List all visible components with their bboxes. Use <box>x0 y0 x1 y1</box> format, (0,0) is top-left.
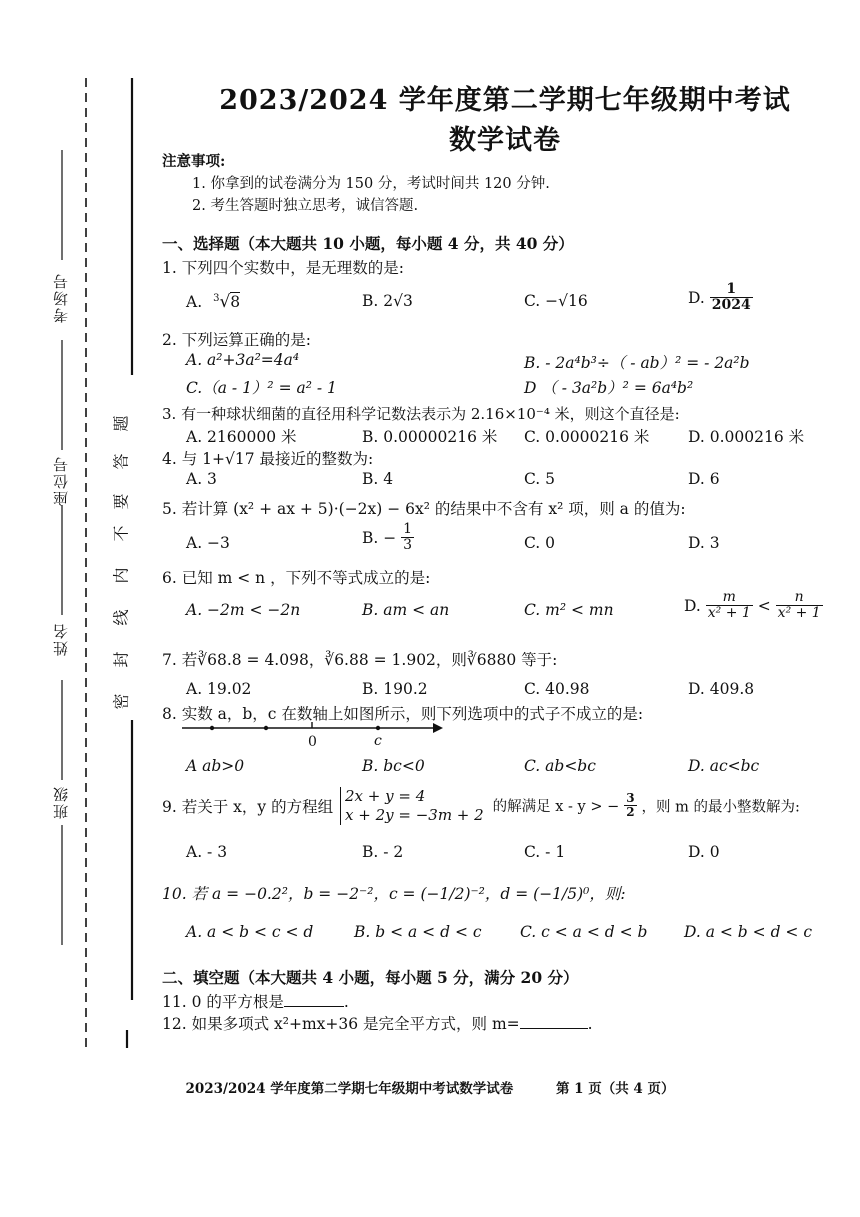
q1-option-d: D. $\frac{1}{2024}$ <box>688 281 751 314</box>
q3-option-a: A. 2160000 米 <box>186 428 297 446</box>
q2-option-b: B. - 2a⁴b³÷（ - ab）² = - 2a²b <box>524 354 750 372</box>
q3-option-b: B. 0.00000216 米 <box>362 428 498 446</box>
field-label-class: 班级 <box>52 785 70 819</box>
q6-option-a: A. −2m < −2n <box>186 601 301 619</box>
question-10: 10. 若 a = −0.2²，b = −2⁻²，c = (−1/2)⁻²，d = (−1/5)⁰，则: <box>162 885 626 903</box>
q4-option-d: D. 6 <box>688 470 720 488</box>
q5-option-a: A. −3 <box>186 534 230 552</box>
q8-option-b: B. bc<0 <box>362 757 425 775</box>
number-line-c: c <box>374 733 382 749</box>
q5-option-d: D. 3 <box>688 534 720 552</box>
q5-option-b: B. − $\frac{1}{3}$ <box>362 521 413 554</box>
seal-char: 题 <box>111 415 131 432</box>
notice-item: 2. 考生答题时独立思考，诚信答题. <box>192 198 419 214</box>
q1-option-a: A. $^3$√8 <box>186 292 241 312</box>
q2-option-c: C.（a - 1）² = a² - 1 <box>186 379 337 397</box>
seal-char: 答 <box>111 453 131 470</box>
q8-option-d: D. ac<bc <box>688 757 760 775</box>
q6-option-d: D. $\frac{m}{\text{x² + 1}}$ < $\frac{n}{\text{x² + 1}}$ <box>684 589 821 622</box>
q4-option-b: B. 4 <box>362 470 394 488</box>
q10-option-d: D. a < b < d < c <box>684 923 813 941</box>
q6-option-c: C. m² < mn <box>524 601 614 619</box>
q7-option-a: A. 19.02 <box>186 680 252 698</box>
seal-char: 内 <box>111 567 131 584</box>
q8-option-c: C. ab<bc <box>524 757 596 775</box>
q5-option-c: C. 0 <box>524 534 556 552</box>
question-5: 5. 若计算 (x² + ax + 5)·(−2x) − 6x² 的结果中不含有 x² 项，则 a 的值为: <box>162 500 686 518</box>
question-3: 3. 有一种球状细菌的直径用科学记数法表示为 2.16×10⁻⁴ 米，则这个直径是: <box>162 405 680 423</box>
question-1: 1. 下列四个实数中，是无理数的是: <box>162 259 404 277</box>
q2-option-a: A. a²+3a²=4a⁴ <box>186 351 300 369</box>
q9-option-b: B. - 2 <box>362 843 404 861</box>
seal-char: 密 <box>111 693 131 710</box>
field-label-seat: 座位号 <box>52 455 70 506</box>
q6-option-b: B. am < an <box>362 601 450 619</box>
q4-option-a: A. 3 <box>186 470 217 488</box>
q10-option-b: B. b < a < d < c <box>354 923 482 941</box>
seal-char: 要 <box>111 493 131 510</box>
notice-heading: 注意事项: <box>162 153 226 170</box>
q9-option-c: C. - 1 <box>524 843 566 861</box>
q4-option-c: C. 5 <box>524 470 556 488</box>
section-heading: 二、填空题（本大题共 4 小题，每小题 5 分，满分 20 分） <box>162 968 579 987</box>
number-line-zero: 0 <box>308 734 317 750</box>
question-12: 12. 如果多项式 x²+mx+36 是完全平方式，则 m= . <box>162 1015 593 1033</box>
binding-margin <box>0 0 160 1217</box>
question-2: 2. 下列运算正确的是: <box>162 331 311 349</box>
q3-option-d: D. 0.000216 米 <box>688 428 805 446</box>
field-label-name: 姓名 <box>52 622 70 656</box>
question-11: 11. 0 的平方根是 . <box>162 993 349 1011</box>
q1-option-b: B. 2√3 <box>362 292 413 310</box>
section-heading: 一、选择题（本大题共 10 小题，每小题 4 分，共 40 分） <box>162 234 574 253</box>
q7-option-b: B. 190.2 <box>362 680 428 698</box>
q7-option-d: D. 409.8 <box>688 680 755 698</box>
q9-option-a: A. - 3 <box>186 843 228 861</box>
seal-char: 封 <box>111 651 131 668</box>
seal-char: 不 <box>111 525 131 542</box>
q8-option-a: A ab>0 <box>186 757 245 775</box>
exam-subtitle: 数学试卷 <box>449 125 561 156</box>
q10-option-c: C. c < a < d < b <box>520 923 648 941</box>
q1-option-c: C. −√16 <box>524 292 588 310</box>
q3-option-c: C. 0.0000216 米 <box>524 428 650 446</box>
question-9: 9. 若关于 x，y 的方程组 2x + y = 4 x + 2y = −3m + 2 的解满足 x - y > − $\frac{3}{2}$ ，则 m 的最小整数解为: <box>162 787 800 824</box>
q7-option-c: C. 40.98 <box>524 680 590 698</box>
q10-option-a: A. a < b < c < d <box>186 923 314 941</box>
question-8: 8. 实数 a，b，c 在数轴上如图所示，则下列选项中的式子不成立的是: <box>162 705 644 723</box>
question-4: 4. 与 1+√17 最接近的整数为: <box>162 450 374 468</box>
field-label-exam-room: 考场号 <box>52 272 70 323</box>
exam-title: 2023/2024 学年度第二学期七年级期中考试 <box>219 85 791 116</box>
notice-item: 1. 你拿到的试卷满分为 150 分，考试时间共 120 分钟. <box>192 176 550 192</box>
page-footer: 2023/2024 学年度第二学期七年级期中考试数学试卷 第 1 页（共 4 页） <box>185 1081 675 1097</box>
seal-char: 线 <box>111 609 131 626</box>
question-7: 7. 若∛68.8 = 4.098，∛6.88 = 1.902，则∛6880 等于: <box>162 651 558 669</box>
q9-option-d: D. 0 <box>688 843 720 861</box>
question-6: 6. 已知 m < n ，下列不等式成立的是: <box>162 569 431 587</box>
q2-option-d: D （ - 3a²b）² = 6a⁴b² <box>524 379 694 397</box>
